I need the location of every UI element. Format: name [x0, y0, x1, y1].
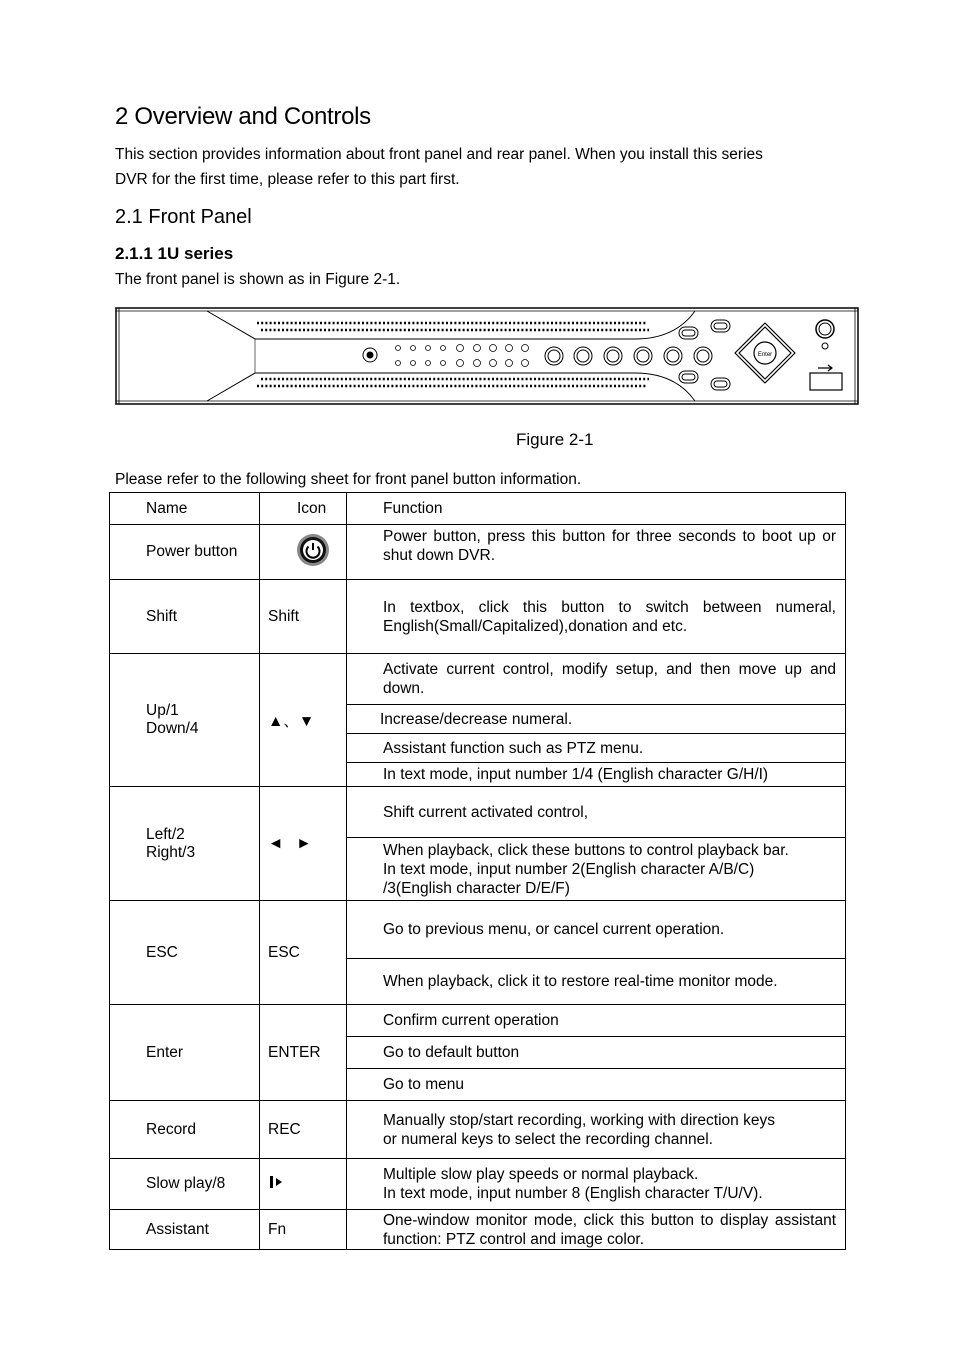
row-name	[110, 654, 260, 787]
name-line: Down/4	[146, 720, 199, 737]
row-name: ESC	[110, 901, 260, 1005]
name-line: Right/3	[146, 843, 196, 861]
button-info-table	[109, 492, 846, 1250]
function-line: Manually stop/start recording, working with direction keys	[383, 1111, 775, 1129]
intro-line-1: This section provides information about front panel and rear panel. When you install this series	[115, 146, 763, 163]
function-line: or numeral keys to select the recording channel.	[383, 1130, 713, 1148]
row-function	[347, 838, 846, 901]
header-icon: Icon	[260, 493, 347, 525]
front-panel-text: The front panel is shown as in Figure 2-1.	[115, 271, 401, 288]
row-function: In text mode, input number 1/4 (English character G/H/I)	[347, 763, 846, 787]
row-name: Enter	[110, 1005, 260, 1101]
left-right-icon: ◄ ►	[260, 787, 347, 901]
function-line: In text mode, input number 2(English character A/B/C)	[383, 860, 755, 878]
table-row	[110, 1005, 846, 1037]
front-panel-figure	[115, 305, 860, 407]
enter-label: Enter	[757, 352, 773, 358]
row-name: Record	[110, 1101, 260, 1159]
row-name: Power button	[110, 525, 260, 580]
row-name: Slow play/8	[110, 1159, 260, 1210]
sheet-intro: Please refer to the following sheet for front panel button information.	[115, 471, 582, 488]
power-icon	[296, 533, 330, 567]
function-line: /3(English character D/E/F)	[383, 879, 570, 897]
row-name: Shift	[110, 580, 260, 654]
row-icon: REC	[260, 1101, 347, 1159]
chapter-heading: 2 Overview and Controls	[115, 103, 371, 130]
function-line: When playback, click these buttons to control playback bar.	[383, 841, 789, 859]
subsection-heading: 2.1.1 1U series	[115, 244, 234, 263]
table-row	[110, 580, 846, 654]
row-function: Go to default button	[347, 1037, 846, 1069]
row-function: Go to menu	[347, 1069, 846, 1101]
function-line: In text mode, input number 8 (English character T/U/V).	[383, 1185, 763, 1202]
header-function: Function	[347, 493, 846, 525]
row-icon: ENTER	[260, 1005, 347, 1101]
header-name: Name	[110, 493, 260, 525]
row-name	[110, 787, 260, 901]
row-function: Confirm current operation	[347, 1005, 846, 1037]
row-icon	[260, 525, 347, 580]
up-down-icon: ▲、▼	[260, 654, 347, 787]
table-row	[110, 1159, 846, 1210]
table-row	[110, 901, 846, 959]
row-function: One-window monitor mode, click this button to display assistant function: PTZ control and image color.	[347, 1210, 846, 1250]
row-icon: Fn	[260, 1210, 347, 1250]
row-icon: Shift	[260, 580, 347, 654]
table-row	[110, 525, 846, 580]
row-function: Increase/decrease numeral.	[347, 705, 846, 734]
row-function: Shift current activated control,	[347, 787, 846, 838]
row-name: Assistant	[110, 1210, 260, 1250]
row-function	[347, 1101, 846, 1159]
row-function: When playback, click it to restore real-time monitor mode.	[347, 959, 846, 1005]
table-header-row	[110, 493, 846, 525]
table-row	[110, 787, 846, 838]
name-line: Up/1	[146, 702, 179, 719]
table-row	[110, 1210, 846, 1250]
figure-caption: Figure 2-1	[516, 430, 594, 449]
intro-line-2: DVR for the first time, please refer to this part first.	[115, 171, 460, 188]
table-row	[110, 1101, 846, 1159]
row-function	[347, 1159, 846, 1210]
table-row	[110, 654, 846, 705]
name-line: Left/2	[146, 825, 185, 843]
section-heading: 2.1 Front Panel	[115, 206, 252, 228]
row-function: Assistant function such as PTZ menu.	[347, 734, 846, 763]
row-function: Power button, press this button for three seconds to boot up or shut down DVR.	[347, 525, 846, 580]
row-function: In textbox, click this button to switch between numeral, English(Small/Capitalized),donation and etc.	[347, 580, 846, 654]
slow-play-icon	[268, 1174, 284, 1190]
row-function: Go to previous menu, or cancel current operation.	[347, 901, 846, 959]
function-line: Multiple slow play speeds or normal playback.	[383, 1166, 699, 1183]
row-icon	[260, 1159, 347, 1210]
row-icon: ESC	[260, 901, 347, 1005]
row-function: Activate current control, modify setup, and then move up and down.	[347, 654, 846, 705]
